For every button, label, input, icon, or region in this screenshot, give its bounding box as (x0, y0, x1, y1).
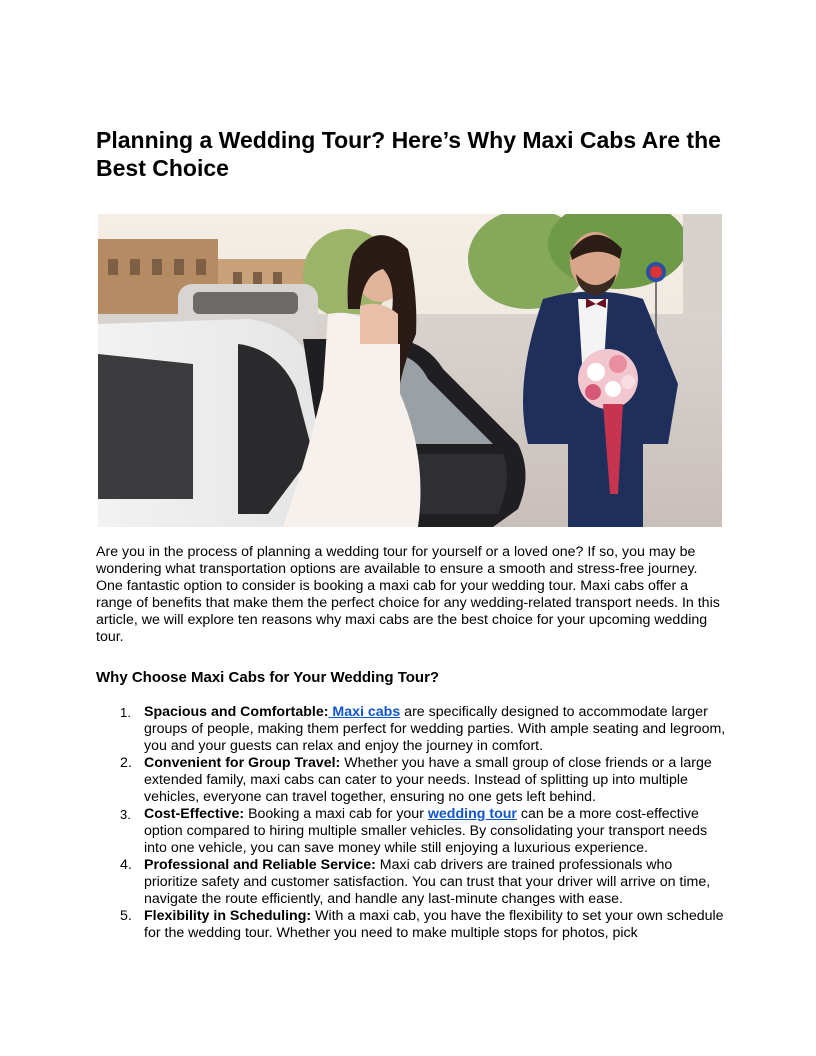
list-item (96, 755, 726, 806)
item-heading: Professional and Reliable Service: (144, 857, 376, 873)
item-heading: Cost-Effective: (144, 806, 245, 822)
page-title: Planning a Wedding Tour? Here’s Why Maxi Cabs Are the Best Choice (96, 127, 721, 181)
list-number: 3. (120, 807, 131, 822)
list-item (96, 857, 726, 908)
item-text-before-link: Booking a maxi cab for your (244, 806, 428, 822)
intro-paragraph: Are you in the process of planning a wedding tour for yourself or a loved one? If so, you may be wondering what transportation options are available to ensure a smooth and stress-free journey. One fantastic option to consider is booking a maxi cab for your wedding tour. Maxi cabs offer a range of benefits that make them the perfect choice for any wedding-related transport needs. In this article, we will explore ten reasons why maxi cabs are the best choice for your upcoming wedding tour. (96, 544, 720, 645)
item-heading: Convenient for Group Travel: (144, 755, 341, 771)
hero-photo-bride-groom-car (98, 214, 722, 527)
list-number: 1. (120, 705, 131, 720)
item-text: are specifically designed to accommodate larger groups of people, making them perfect for wedding parties. With ample seating and legroom, you and your guests can relax and enjoy the journey in comfort. (144, 704, 726, 754)
list-item (96, 806, 726, 857)
reasons-list (96, 704, 726, 942)
item-heading: Flexibility in Scheduling: (144, 908, 312, 924)
list-number: 4. (120, 857, 132, 873)
item-text: Whether you have a small group of close friends or a large extended family, maxi cabs can cater to your needs. Instead of splitting up into multiple vehicles, everyone can travel together, ensuring no one gets left behind. (144, 755, 712, 805)
maxi-cabs-link[interactable]: Maxi cabs (328, 704, 401, 720)
item-heading: Spacious and Comfortable: (144, 704, 329, 720)
list-item (96, 704, 726, 755)
item-text: can be a more cost-effective option compared to hiring multiple smaller vehicles. By consolidating your transport needs into one vehicle, you can save money while still enjoying a luxurious experience. (144, 806, 708, 856)
item-text: Maxi cab drivers are trained professionals who prioritize safety and customer satisfaction. You can trust that your driver will arrive on time, navigate the route efficiently, and handle any last-minute changes with ease. (144, 857, 711, 907)
list-item (96, 908, 726, 942)
section-heading: Why Choose Maxi Cabs for Your Wedding Tour? (96, 669, 440, 686)
list-number: 2. (120, 755, 132, 771)
wedding-tour-link[interactable]: wedding tour (427, 806, 517, 822)
item-text: With a maxi cab, you have the flexibility to set your own schedule for the wedding tour. Whether you need to make multiple stops for photos, pick (144, 908, 724, 941)
list-number: 5. (120, 908, 132, 924)
